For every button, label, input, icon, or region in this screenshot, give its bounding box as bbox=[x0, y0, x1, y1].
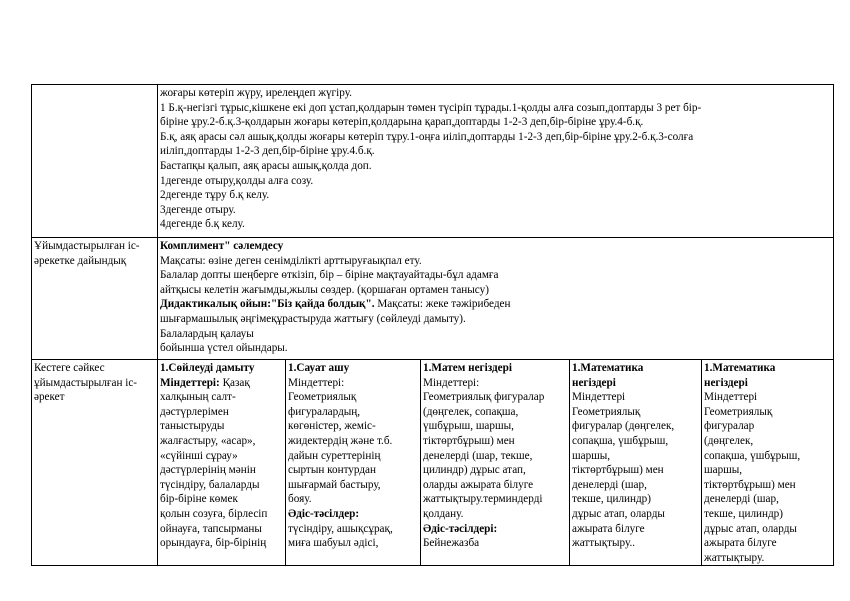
text-line: орындауға, бір-бірінің bbox=[160, 537, 267, 550]
text-line: жаттықтыру.терминдерді bbox=[423, 493, 543, 506]
text-line: шаршы, bbox=[704, 464, 743, 477]
preparation-cell bbox=[158, 238, 834, 360]
text-line: дұрыс атап, оларды bbox=[704, 522, 797, 535]
text-line: Бейнежазба bbox=[423, 537, 480, 550]
text-line: бір-біріне көмек bbox=[160, 493, 238, 506]
text-line: 4дегенде б.қ келу. bbox=[160, 218, 245, 231]
text-line: тіктөртбұрыш) мен bbox=[704, 478, 796, 491]
text-line: қолдану. bbox=[423, 507, 464, 520]
text-line: (дөңгелек, сопақша, bbox=[423, 405, 519, 418]
game-line bbox=[160, 297, 831, 312]
subject-title: 1.Математика bbox=[704, 362, 776, 374]
text-line: миға шабуыл әдісі, bbox=[288, 537, 379, 550]
text-line: дайын суреттерінің bbox=[288, 449, 381, 462]
text-line: бойынша үстел ойындары. bbox=[160, 342, 288, 355]
text-line: Геометриялық bbox=[572, 405, 641, 418]
morning-exercise-row bbox=[32, 85, 834, 238]
mathematics-cell-2 bbox=[702, 360, 834, 566]
text-line: 2дегенде тұру б.қ келу. bbox=[160, 189, 270, 202]
text-line: Балалардың қалауы bbox=[160, 327, 254, 340]
text-line: жидектердің және т.б. bbox=[288, 434, 393, 447]
tasks-label: Міндеттері: bbox=[160, 376, 220, 389]
methods-label: Әдіс-тәсілдер: bbox=[288, 507, 360, 520]
text-line: жаттықтыру.. bbox=[572, 537, 636, 550]
subject-title: 1.Сөйлеуді дамыту bbox=[160, 362, 255, 374]
text-line: Геометриялық bbox=[704, 405, 773, 418]
text-line: дәстүрлерімен bbox=[160, 405, 229, 418]
text-line: үшбұрыш, шаршы, bbox=[423, 420, 514, 433]
text-line: біріне ұру.2-б.қ.3-қолдарын жоғары көтеріп,қолдарына қарап,доптарды 1-2-3 деп,бір-біріне ұру.4-б.қ. bbox=[160, 116, 644, 129]
text-line: Міндеттері: bbox=[288, 376, 345, 389]
text-line: Қазақ bbox=[219, 376, 250, 389]
speech-development-cell bbox=[158, 360, 286, 566]
text-line: қолын созуға, бірлесіп bbox=[160, 507, 268, 520]
text-line: жоғары көтеріп жүру, ирелеңдеп жүгіру. bbox=[160, 87, 352, 99]
text-line: цилиндр) дұрыс атап, bbox=[423, 464, 526, 477]
text-line: фигуралар (дөңгелек, bbox=[572, 420, 675, 433]
text-line: Міндеттері: bbox=[423, 376, 480, 389]
text-line: Геометриялық bbox=[288, 391, 357, 404]
row-label: Кестеге сәйкес ұйымдастырылған іс-әрекет bbox=[32, 360, 158, 566]
subject-title: 1.Математика bbox=[572, 362, 644, 374]
text-line: денелерді (шар, текше, bbox=[423, 449, 533, 462]
text-line: 3дегенде отыру. bbox=[160, 203, 236, 216]
preparation-row bbox=[32, 238, 834, 360]
game-title: Дидактикалық ойын:"Біз қайда болдық". bbox=[160, 298, 375, 311]
text-line: Б.қ, аяқ арасы сәл ашық,қолды жоғары көтеріп тұру.1-оңға иіліп,доптарды 1-2-3 деп,бір-біріне ұру.2-б.қ.3-солға bbox=[160, 130, 694, 143]
text-line: Бастапқы қалып, аяқ арасы ашық,қолда доп. bbox=[160, 159, 372, 172]
literacy-cell bbox=[286, 360, 421, 566]
text-line: таныстыруды bbox=[160, 420, 225, 433]
text-line: оларды ажырата білуге bbox=[423, 478, 534, 491]
text-line: түсіндіру, ашықсұрақ, bbox=[288, 522, 393, 535]
row-label bbox=[32, 85, 158, 238]
text-line: Балалар допты шеңберге өткізіп, бір – біріне мақтауайтады-бұл адамға bbox=[160, 269, 499, 282]
schedule-row bbox=[32, 360, 834, 566]
subject-title: 1.Сауат ашу bbox=[288, 362, 350, 374]
text-line: айтқысы келетін жағымды,жылы сөздер. (қоршаған ортамен танысу) bbox=[160, 283, 489, 296]
game-text: Мақсаты: жеке тәжірибеден bbox=[374, 298, 511, 311]
text-line: Мақсаты: өзіне деген сенімділікті арттыруғаықпал ету. bbox=[160, 254, 422, 267]
mathematics-cell-1 bbox=[570, 360, 702, 566]
text-line: Геометриялық фигуралар bbox=[423, 391, 545, 404]
text-line: иіліп,доптарды 1-2-3 деп,бір-біріне ұру.4.б.қ. bbox=[160, 145, 375, 158]
text-line: фигуралар bbox=[704, 420, 755, 433]
text-line: сопақша, үшбұрыш, bbox=[704, 449, 801, 462]
text-line: «сүйінші сұрау» bbox=[160, 449, 238, 462]
text-line: фигуралардың, bbox=[288, 405, 361, 418]
math-basics-cell bbox=[421, 360, 570, 566]
text-line: сыртын контурдан bbox=[288, 464, 376, 477]
text-line: денелерді (шар, bbox=[572, 478, 647, 491]
text-line: текше, цилиндр) bbox=[572, 493, 652, 506]
text-line: сопақша, үшбұрыш, bbox=[572, 434, 669, 447]
row-label: Ұйымдастырылған іс-әрекетке дайындық bbox=[32, 238, 158, 360]
subject-title: негіздері bbox=[572, 376, 616, 389]
text-line: денелерді (шар, bbox=[704, 493, 779, 506]
text-line: 1 Б.қ-негізгі тұрыс,кішкене екі доп ұстап,қолдарын төмен түсіріп тұрады.1-қолды алға созып,доптарды 3 рет бір- bbox=[160, 101, 702, 114]
subject-title: негіздері bbox=[704, 376, 748, 389]
text-line: Міндеттері bbox=[572, 391, 626, 404]
text-line: дәстүрлерінің мәнін bbox=[160, 464, 256, 477]
text-line: шаршы, bbox=[572, 449, 611, 462]
text-line: 1дегенде отыру,қолды алға созу. bbox=[160, 174, 314, 187]
methods-label: Әдіс-тәсілдері: bbox=[423, 522, 498, 535]
lesson-plan-table bbox=[31, 84, 834, 566]
text-line: көгөністер, жеміс- bbox=[288, 420, 376, 433]
text-line: тіктөртбұрыш) мен bbox=[423, 434, 515, 447]
exercise-cell bbox=[158, 85, 834, 238]
text-line: халқының салт- bbox=[160, 391, 236, 404]
text-line: жаттықтыру. bbox=[704, 551, 765, 564]
text-line: дұрыс атап, оларды bbox=[572, 507, 665, 520]
text-line: Міндеттері bbox=[704, 391, 758, 404]
text-line: тіктөртбұрыш) мен bbox=[572, 464, 664, 477]
subject-title: 1.Матем негіздері bbox=[423, 362, 512, 374]
text-line: ажырата білуге bbox=[572, 522, 645, 535]
text-line: бояу. bbox=[288, 493, 312, 506]
text-line: шығармашылық әңгімеқұрастыруда жаттығу (сөйлеуді дамыту). bbox=[160, 312, 466, 325]
text-line: жалғастыру, «асар», bbox=[160, 434, 256, 447]
text-line: ажырата білуге bbox=[704, 537, 777, 550]
text-line: ойнауға, тапсырманы bbox=[160, 522, 262, 535]
text-line: (дөңгелек, bbox=[704, 434, 754, 447]
text-line: түсіндіру, балаларды bbox=[160, 478, 260, 491]
text-line: шығармай бастыру, bbox=[288, 478, 381, 491]
activity-title: Комплимент" сәлемдесу bbox=[160, 240, 284, 252]
text-line: текше, цилиндр) bbox=[704, 507, 784, 520]
